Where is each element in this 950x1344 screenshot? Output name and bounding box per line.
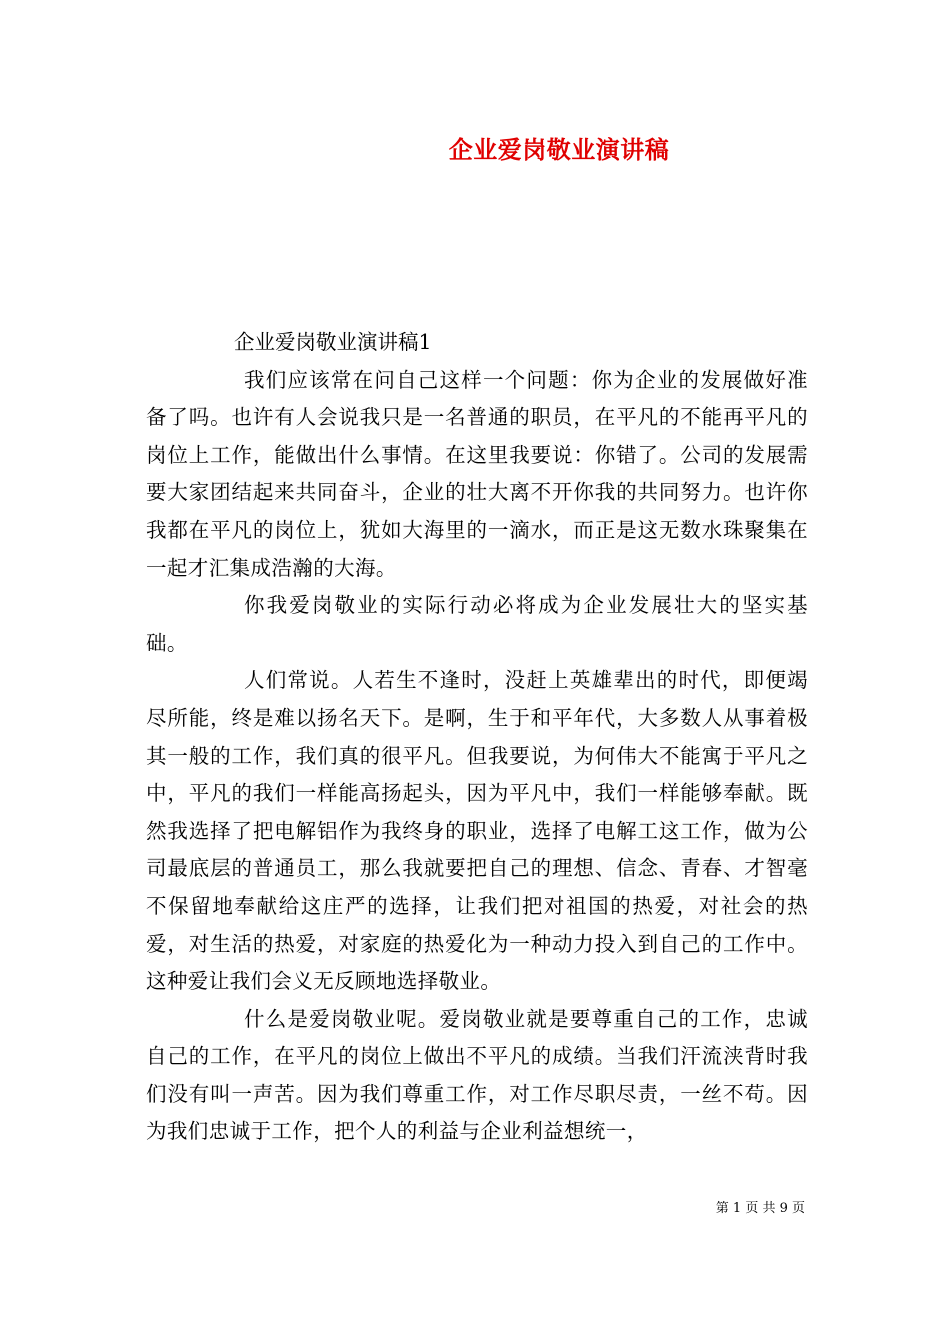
document-title: 企业爱岗敬业演讲稿 (448, 135, 670, 164)
section-subtitle: 企业爱岗敬业演讲稿1 (234, 330, 432, 354)
paragraph: 人们常说。人若生不逢时，没赶上英雄辈出的时代，即便竭尽所能，终是难以扬名天下。是啊，生于和平年代，大多数人从事着极其一般的工作，我们真的很平凡。但我要说，为何伟大不能寓于平凡之中，平凡的我们一样能高扬起头，因为平凡中，我们一样能够奉献。既然我选择了把电解铝作为我终身的职业，选择了电解工这工作，做为公司最底层的普通员工，那么我就要把自己的理想、信念、青春、才智毫不保留地奉献给这庄严的选择，让我们把对祖国的热爱，对社会的热爱，对生活的热爱，对家庭的热爱化为一种动力投入到自己的工作中。这种爱让我们会义无反顾地选择敬业。 (146, 668, 808, 994)
paragraph: 你我爱岗敬业的实际行动必将成为企业发展壮大的坚实基础。 (146, 593, 808, 655)
paragraph: 我们应该常在问自己这样一个问题：你为企业的发展做好准备了吗。也许有人会说我只是一名普通的职员，在平凡的不能再平凡的岗位上工作，能做出什么事情。在这里我要说：你错了。公司的发展需要大家团结起来共同奋斗，企业的壮大离不开你我的共同努力。也许你我都在平凡的岗位上，犹如大海里的一滴水，而正是这无数水珠聚集在一起才汇集成浩瀚的大海。 (146, 367, 808, 580)
page-number-footer: 第 1 页 共 9 页 (715, 1201, 805, 1216)
paragraph: 什么是爱岗敬业呢。爱岗敬业就是要尊重自己的工作，忠诚自己的工作，在平凡的岗位上做出不平凡的成绩。当我们汗流浃背时我们没有叫一声苦。因为我们尊重工作，对工作尽职尽责，一丝不苟。因为我们忠诚于工作，把个人的利益与企业利益想统一， (146, 1006, 808, 1144)
document-body (146, 324, 808, 1151)
